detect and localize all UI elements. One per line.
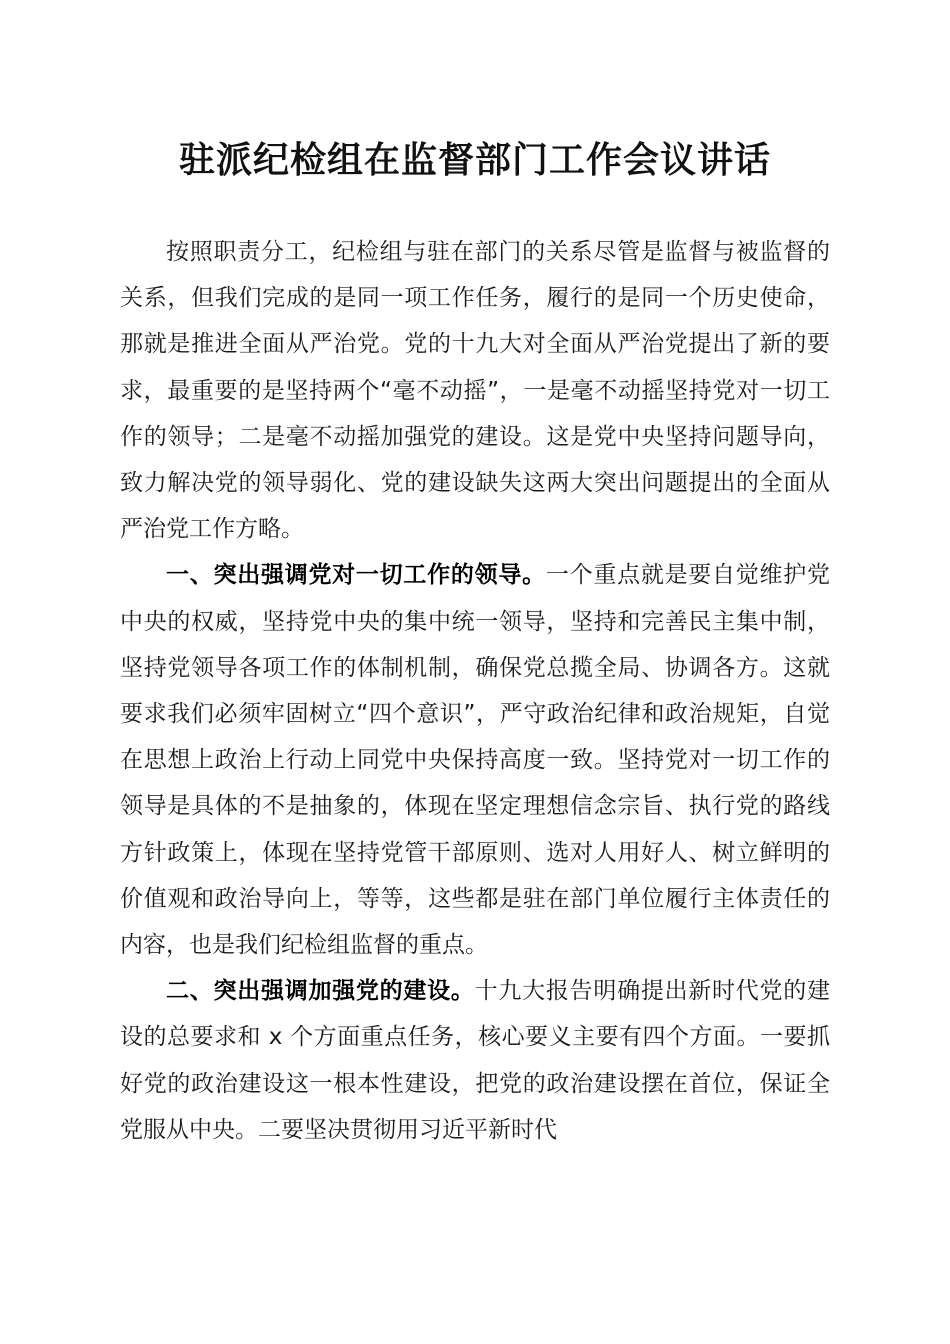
paragraph-section-2 <box>120 968 830 1153</box>
paragraph-intro <box>120 229 830 552</box>
paragraph-text: 十九大报告明确提出新时代党的建设的总要求和 x 个方面重点任务，核心要义主要有四个方面。一要抓好党的政治建设这一根本性建设，把党的政治建设摆在首位，保证全党服从中央。二要坚决贯彻用习近平新时代 <box>120 978 831 1143</box>
section-heading: 二、突出强调加强党的建设。 <box>166 978 475 1005</box>
paragraph-section-1 <box>120 552 830 968</box>
paragraph-text: 按照职责分工，纪检组与驻在部门的关系尽管是监督与被监督的关系，但我们完成的是同一项工作任务，履行的是同一个历史使命，那就是推进全面从严治党。党的十九大对全面从严治党提出了新的要求，最重要的是坚持两个“毫不动摇”，一是毫不动摇坚持党对一切工作的领导；二是毫不动摇加强党的建设。这是党中央坚持问题导向，致力解决党的领导弱化、党的建设缺失这两大突出问题提出的全面从严治党工作方略。 <box>120 239 830 543</box>
paragraph-text: 一个重点就是要自觉维护党中央的权威，坚持党中央的集中统一领导，坚持和完善民主集中制，坚持党领导各项工作的体制机制，确保党总揽全局、协调各方。这就要求我们必须牢固树立“四个意识”，严守政治纪律和政治规矩，自觉在思想上政治上行动上同党中央保持高度一致。坚持党对一切工作的领导是具体的不是抽象的，体现在坚定理想信念宗旨、执行党的路线方针政策上，体现在坚持党管干部原则、选对人用好人、树立鲜明的价值观和政治导向上，等等，这些都是驻在部门单位履行主体责任的内容，也是我们纪检组监督的重点。 <box>120 562 831 959</box>
section-heading: 一、突出强调党对一切工作的领导。 <box>166 562 546 589</box>
document-title: 驻派纪检组在监督部门工作会议讲话 <box>178 139 771 181</box>
document-body <box>120 229 830 1153</box>
